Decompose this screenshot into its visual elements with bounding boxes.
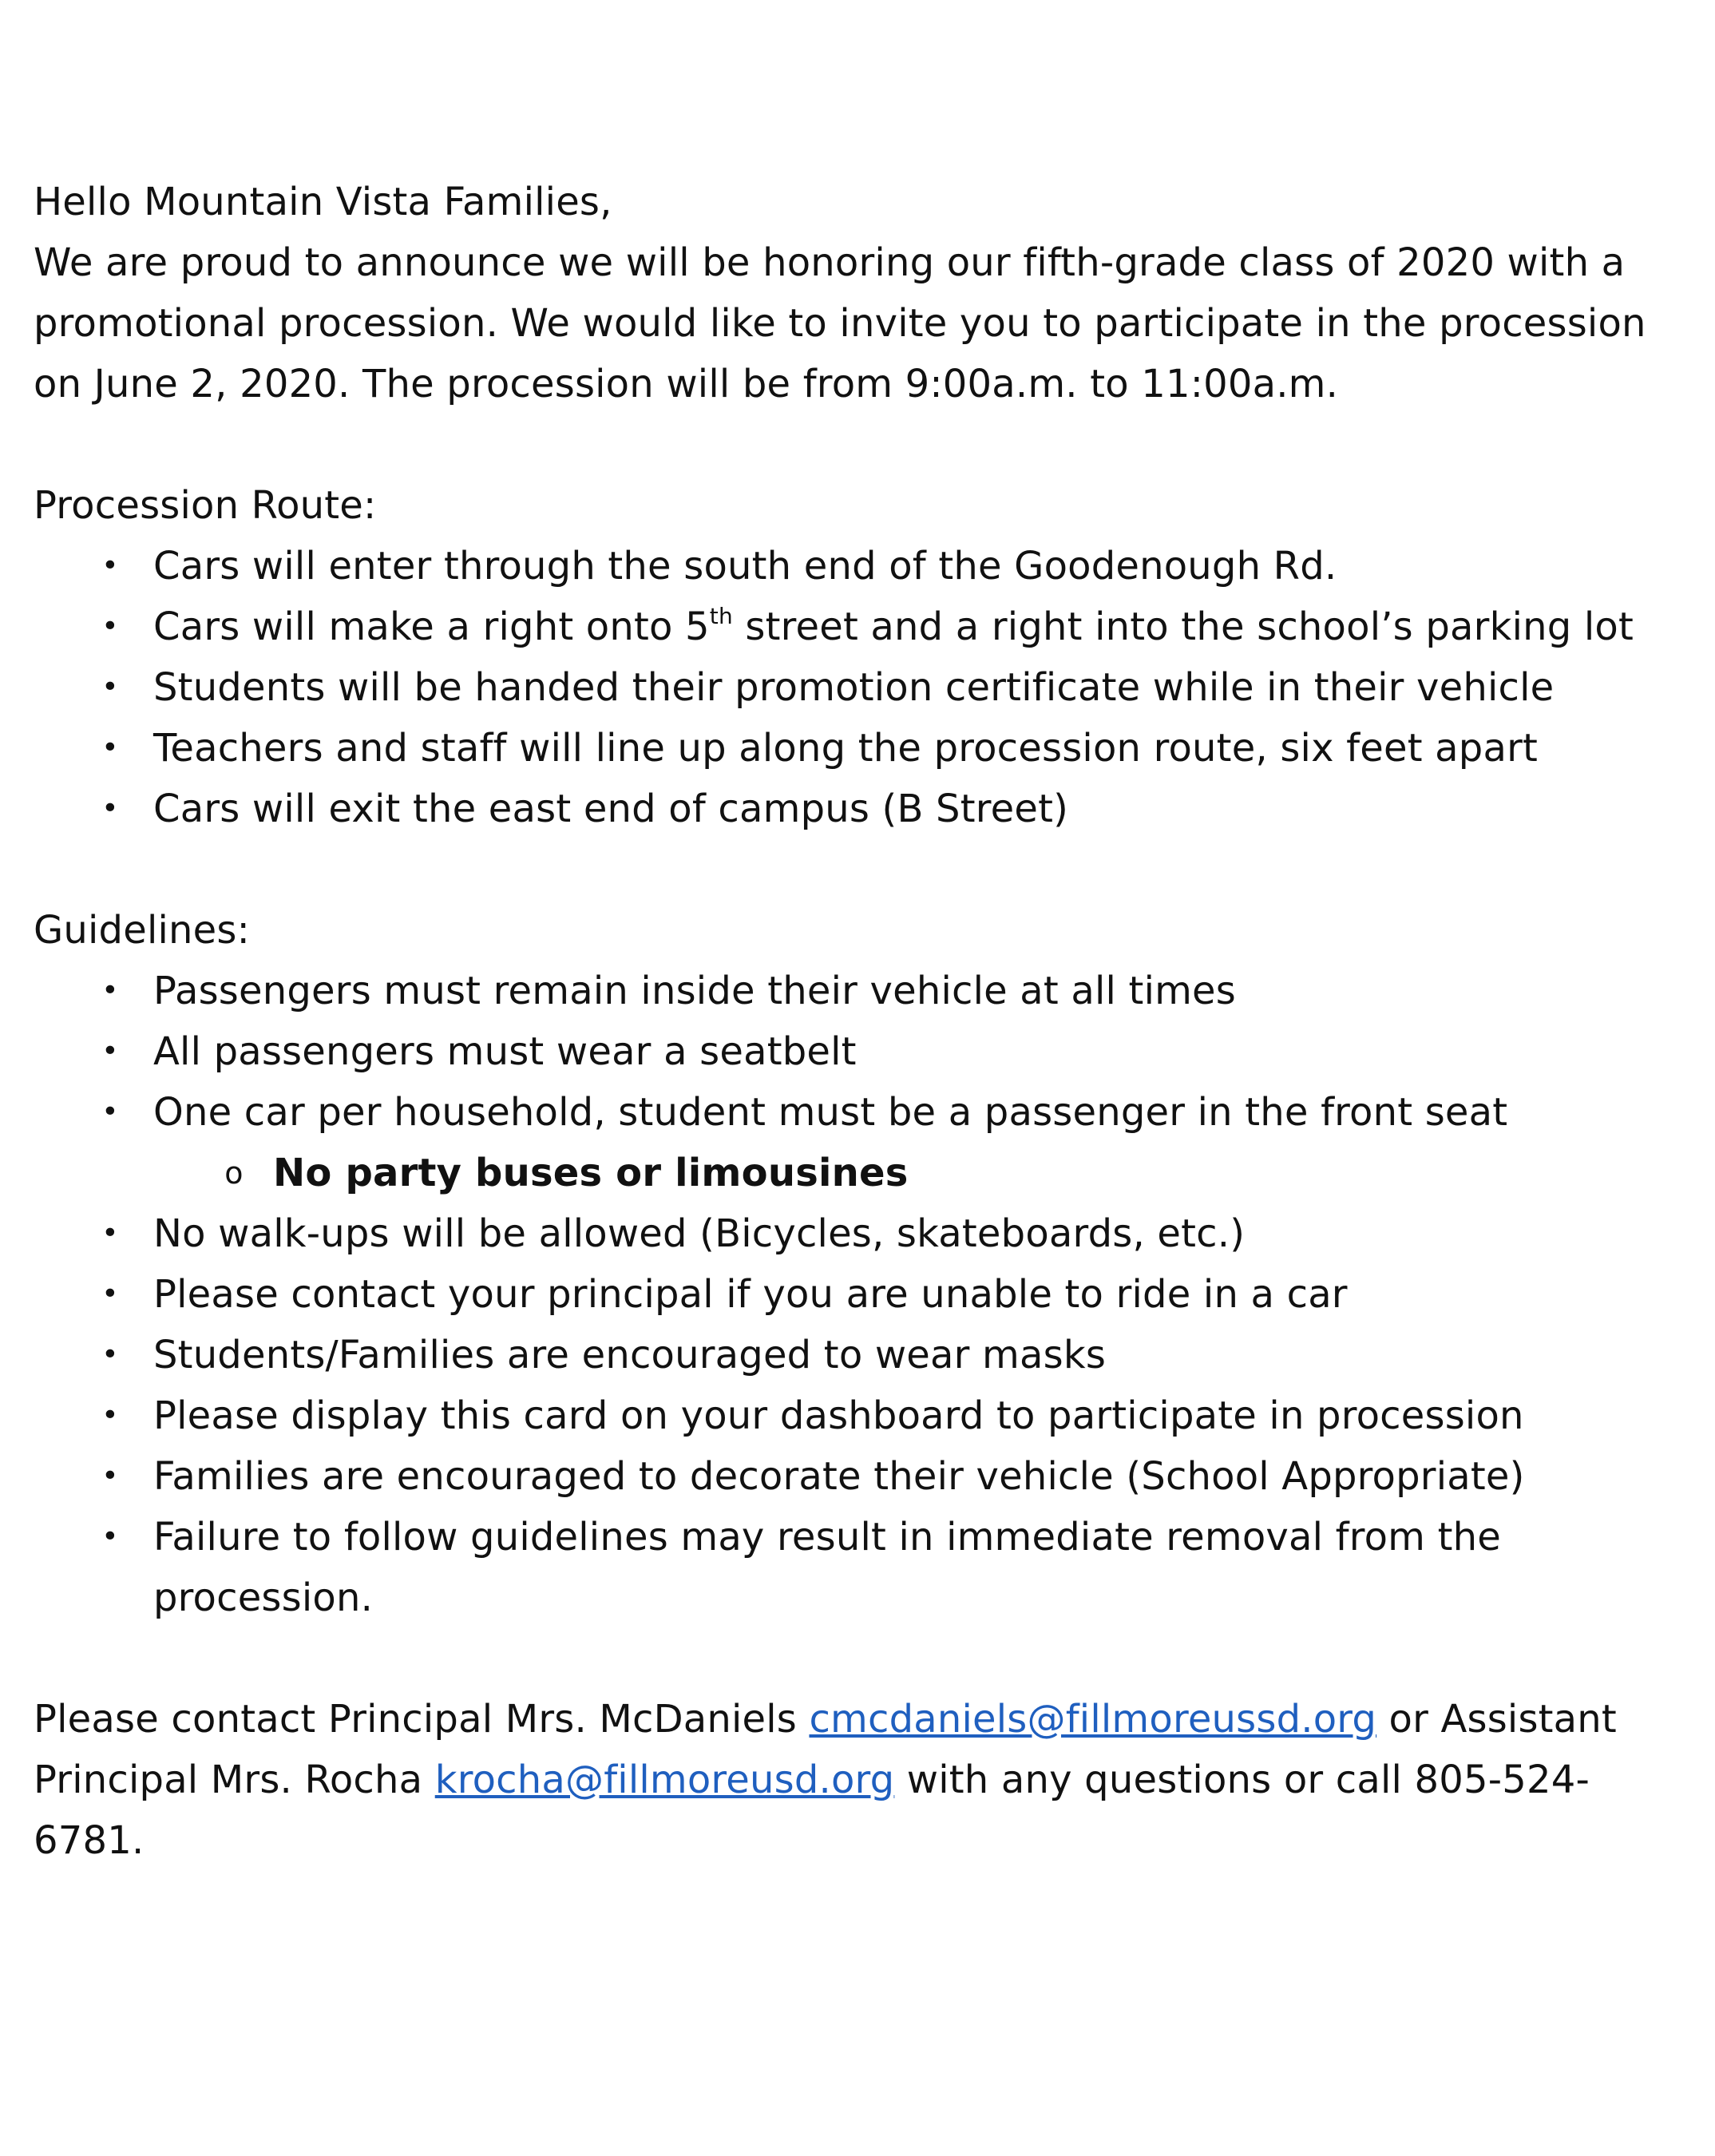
bullet-icon: • [101,549,119,582]
list-item [34,536,1662,596]
intro-line-3: on June 2, 2020. The procession will be from 9:00a.m. to 11:00a.m. [34,362,1339,406]
guidelines-heading: Guidelines: [34,908,250,953]
sub-bullet-icon: o [224,1155,244,1191]
guideline-item-3: One car per household, student must be a passenger in the front seat [153,1090,1508,1135]
list-item [34,657,1662,718]
contact-text-1: Please contact Principal Mrs. McDaniels [34,1697,810,1742]
flyer-document [34,172,1662,1871]
bullet-icon: • [101,974,119,1007]
intro-line-2: promotional procession. We would like to invite you to participate in the procession [34,301,1646,346]
guideline-item-9-line-1: Failure to follow guidelines may result in immediate removal from the [153,1515,1501,1560]
greeting: Hello Mountain Vista Families, [34,180,612,224]
guideline-item-9-line-2: procession. [153,1575,374,1620]
route-item-5: Cars will exit the east end of campus (B Street) [153,787,1069,831]
bullet-icon: • [101,1338,119,1371]
list-item-continuation [34,1567,1662,1628]
list-item [34,1385,1662,1446]
route-item-4: Teachers and staff will line up along the procession route, six feet apart [153,726,1539,771]
bullet-icon: • [101,1035,119,1068]
intro-line-1: We are proud to announce we will be honoring our fifth-grade class of 2020 with a [34,240,1626,285]
sub-list-wrapper [34,1143,1662,1203]
spacer [34,414,1662,475]
bullet-icon: • [101,1460,119,1492]
contact-text-3: Principal Mrs. Rocha [34,1758,435,1802]
bullet-icon: • [101,1278,119,1310]
route-item-2-sup: th [709,603,733,629]
route-item-2-post: street and a right into the school’s parking lot [732,604,1634,649]
bullet-icon: • [101,792,119,825]
bullet-icon: • [101,1217,119,1250]
bullet-icon: • [101,1399,119,1432]
guideline-item-7: Please display this card on your dashboard to participate in procession [153,1393,1524,1438]
guideline-item-8: Families are encouraged to decorate their vehicle (School Appropriate) [153,1454,1525,1499]
list-item [34,1507,1662,1567]
list-item [34,1021,1662,1082]
guideline-item-4: No walk-ups will be allowed (Bicycles, skateboards, etc.) [153,1211,1246,1256]
list-item [34,1082,1662,1143]
contact-line-2 [34,1750,1662,1810]
list-item [34,779,1662,839]
principal-email-link[interactable]: cmcdaniels@fillmoreussd.org [809,1697,1377,1742]
list-item [34,961,1662,1021]
guideline-sub-list [34,1143,1662,1203]
list-item [34,1203,1662,1264]
list-item [34,596,1662,657]
list-item [34,1143,1662,1203]
guideline-item-3-sub: No party buses or limousines [273,1151,909,1195]
list-item [34,1325,1662,1385]
route-list [34,536,1662,839]
guideline-item-6: Students/Families are encouraged to wear masks [153,1333,1107,1377]
route-item-2-pre: Cars will make a right onto 5 [153,604,710,649]
list-item [34,1446,1662,1507]
bullet-icon: • [101,610,119,643]
contact-text-2: or Assistant [1376,1697,1617,1742]
contact-line-3: 6781. [34,1818,145,1863]
guidelines-list [34,961,1662,1628]
route-item-1: Cars will enter through the south end of the Goodenough Rd. [153,544,1337,589]
contact-text-4: with any questions or call 805-524- [894,1758,1590,1802]
list-item [34,718,1662,779]
bullet-icon: • [101,731,119,764]
list-item [34,1264,1662,1325]
bullet-icon: • [101,1520,119,1553]
guideline-item-2: All passengers must wear a seatbelt [153,1029,857,1074]
bullet-icon: • [101,671,119,703]
guideline-item-1: Passengers must remain inside their vehicle at all times [153,969,1236,1013]
route-item-3: Students will be handed their promotion certificate while in their vehicle [153,665,1555,710]
route-heading: Procession Route: [34,483,377,528]
contact-line-1 [34,1689,1662,1750]
bullet-icon: • [101,1096,119,1128]
spacer [34,1628,1662,1689]
assistant-principal-email-link[interactable]: krocha@fillmoreusd.org [434,1758,895,1802]
spacer [34,839,1662,900]
guideline-item-5: Please contact your principal if you are unable to ride in a car [153,1272,1348,1317]
